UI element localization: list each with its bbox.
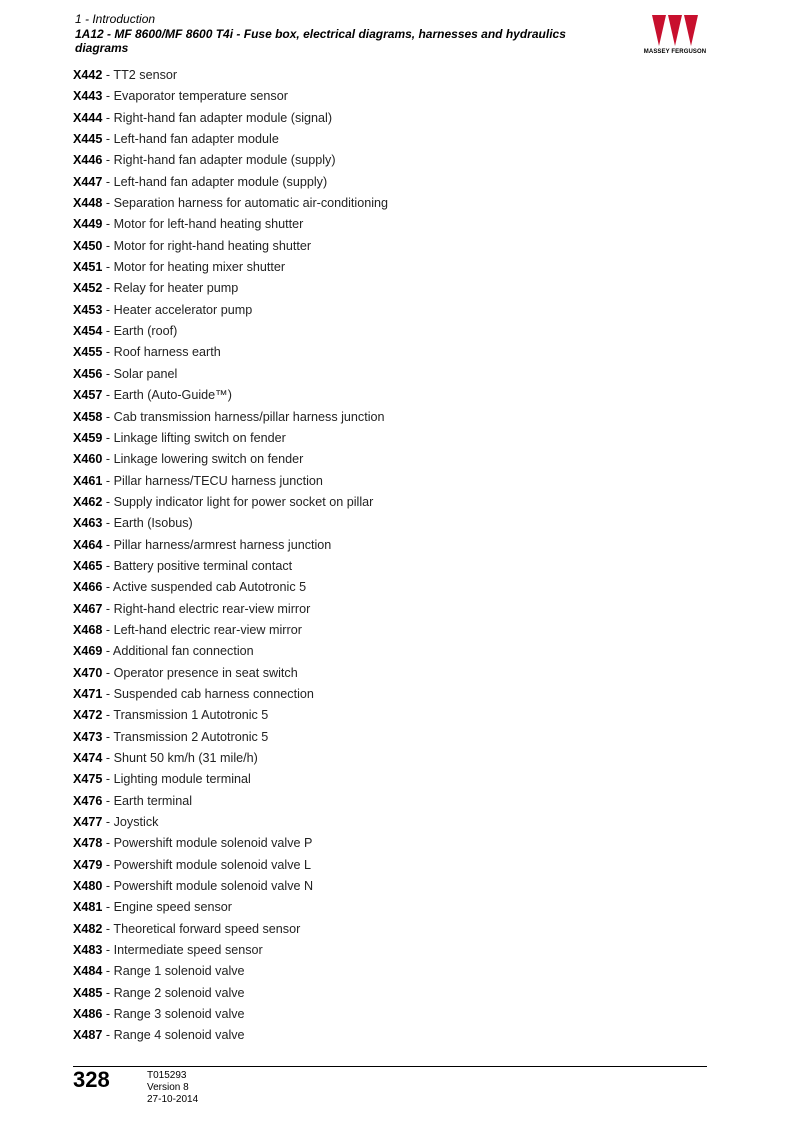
- connector-description: Earth (Isobus): [113, 516, 193, 531]
- separator: -: [102, 281, 114, 296]
- connector-description: Earth (roof): [113, 324, 178, 339]
- connector-code: X464: [73, 537, 103, 552]
- separator: -: [102, 238, 114, 253]
- connector-description: Engine speed sensor: [113, 900, 232, 915]
- separator: -: [102, 409, 114, 424]
- list-item: [73, 684, 388, 705]
- connector-code: X461: [73, 473, 103, 488]
- connector-description: Range 3 solenoid valve: [113, 1007, 245, 1022]
- list-item: [73, 897, 388, 918]
- connector-code: X450: [73, 238, 103, 253]
- separator: -: [102, 601, 114, 616]
- list-item: [73, 300, 388, 321]
- connector-description: Operator presence in seat switch: [113, 665, 298, 680]
- connector-code: X443: [73, 89, 103, 104]
- separator: -: [102, 324, 114, 339]
- list-item: [73, 705, 388, 726]
- separator: -: [102, 857, 114, 872]
- list-item: [73, 364, 388, 385]
- separator: -: [102, 516, 114, 531]
- connector-description: Earth (Auto-Guide™): [113, 388, 232, 403]
- triple-triangle-logo-icon: [651, 14, 699, 47]
- connector-code: X487: [73, 1028, 103, 1043]
- connector-code: X473: [73, 729, 103, 744]
- connector-code: X460: [73, 452, 103, 467]
- list-item: [73, 940, 388, 961]
- separator: -: [102, 836, 114, 851]
- connector-description: Motor for left-hand heating shutter: [113, 217, 304, 232]
- list-item: [73, 748, 388, 769]
- connector-description: Solar panel: [113, 366, 178, 381]
- list-item: [73, 342, 388, 363]
- connector-description: Left-hand fan adapter module: [113, 132, 279, 147]
- connector-code: X445: [73, 132, 103, 147]
- list-item: [73, 641, 388, 662]
- logo-wordmark: MASSEY FERGUSON: [643, 49, 707, 55]
- separator: -: [102, 729, 114, 744]
- separator: -: [102, 196, 114, 211]
- list-item: [73, 855, 388, 876]
- connector-description: Battery positive terminal contact: [113, 558, 293, 573]
- separator: -: [102, 751, 114, 765]
- separator: -: [102, 452, 114, 467]
- connector-description: Right-hand electric rear-view mirror: [113, 601, 311, 616]
- connector-code: X481: [73, 900, 103, 915]
- list-item: [73, 961, 388, 982]
- connector-description: Pillar harness/TECU harness junction: [113, 473, 323, 488]
- separator: -: [102, 921, 114, 936]
- connector-description: Separation harness for automatic air-conditioning: [113, 196, 389, 211]
- connector-code: X447: [73, 174, 103, 189]
- connector-description: Roof harness earth: [113, 345, 221, 360]
- connector-code: X451: [73, 260, 103, 275]
- list-item: [73, 620, 388, 641]
- separator: -: [102, 793, 114, 808]
- connector-description: Cab transmission harness/pillar harness junction: [113, 409, 385, 424]
- separator: -: [102, 260, 114, 275]
- document-date: 27-10-2014: [147, 1094, 199, 1105]
- connector-code: X469: [73, 644, 103, 659]
- connector-description: Linkage lifting switch on fender: [113, 430, 286, 445]
- connector-description: Supply indicator light for power socket on pillar: [113, 494, 374, 509]
- connector-description: Earth terminal: [113, 793, 193, 808]
- separator: -: [102, 217, 114, 232]
- connector-description: Powershift module solenoid valve N: [113, 879, 314, 894]
- connector-code: X479: [73, 857, 103, 872]
- connector-description: Pillar harness/armrest harness junction: [113, 537, 332, 552]
- connector-code: X456: [73, 366, 103, 381]
- connector-description: Active suspended cab Autotronic 5: [112, 580, 307, 595]
- separator: -: [102, 943, 114, 958]
- connector-description: Left-hand electric rear-view mirror: [113, 622, 302, 637]
- list-item: [73, 129, 388, 150]
- connector-description: Right-hand fan adapter module (signal): [113, 110, 333, 125]
- separator: -: [102, 68, 114, 82]
- separator: -: [102, 772, 114, 787]
- separator: -: [102, 580, 113, 595]
- document-info: [147, 1070, 198, 1106]
- connector-description: Evaporator temperature sensor: [113, 89, 288, 104]
- connector-code: X449: [73, 217, 103, 232]
- list-item: [73, 983, 388, 1004]
- connector-code: X475: [73, 772, 103, 787]
- connector-code: X480: [73, 879, 103, 894]
- connector-description: Linkage lowering switch on fender: [113, 452, 304, 467]
- connector-code: X454: [73, 324, 103, 339]
- connector-code: X457: [73, 388, 103, 403]
- separator: -: [102, 537, 114, 552]
- separator: -: [102, 879, 114, 894]
- list-item: [73, 86, 388, 107]
- list-item: [73, 1025, 388, 1046]
- list-item: [73, 727, 388, 748]
- page-header: [75, 12, 635, 55]
- separator: -: [102, 964, 114, 979]
- separator: -: [102, 153, 114, 168]
- list-item: [73, 663, 388, 684]
- connector-description: Transmission 1 Autotronic 5: [113, 708, 269, 723]
- connector-code: X482: [73, 921, 103, 936]
- list-item: [73, 471, 388, 492]
- separator: -: [102, 494, 114, 509]
- connector-code: X453: [73, 302, 103, 317]
- page-number: 328: [73, 1067, 110, 1092]
- list-item: [73, 535, 388, 556]
- connector-description: Range 4 solenoid valve: [113, 1028, 245, 1043]
- connector-description: Heater accelerator pump: [113, 302, 253, 317]
- connector-description: Shunt 50 km/h (31 mile/h): [113, 751, 258, 765]
- connector-description: Theoretical forward speed sensor: [113, 921, 301, 936]
- connector-code: X452: [73, 281, 103, 296]
- document-code: T015293: [147, 1070, 187, 1081]
- list-item: [73, 321, 388, 342]
- list-item: [73, 876, 388, 897]
- connector-code: X458: [73, 409, 103, 424]
- list-item: [73, 791, 388, 812]
- list-item: [73, 65, 388, 86]
- separator: -: [102, 132, 114, 147]
- list-item: [73, 492, 388, 513]
- list-item: [73, 812, 388, 833]
- connector-code: X444: [73, 110, 103, 125]
- connector-code: X463: [73, 516, 103, 531]
- list-item: [73, 193, 388, 214]
- list-item: [73, 172, 388, 193]
- document-title-line-1: 1A12 - MF 8600/MF 8600 T4i - Fuse box, electrical diagrams, harnesses and hydraulics: [75, 27, 566, 41]
- connector-code: X442: [73, 68, 103, 82]
- connector-code: X446: [73, 153, 103, 168]
- list-item: [73, 599, 388, 620]
- list-item: [73, 577, 388, 598]
- connector-description: Additional fan connection: [112, 644, 254, 659]
- list-item: [73, 449, 388, 470]
- separator: -: [102, 644, 113, 659]
- connector-description: Lighting module terminal: [113, 772, 251, 787]
- connector-description: Range 1 solenoid valve: [113, 964, 245, 979]
- connector-code: X478: [73, 836, 103, 851]
- connector-description: Motor for heating mixer shutter: [113, 260, 286, 275]
- list-item: [73, 556, 388, 577]
- connector-description: Relay for heater pump: [113, 281, 239, 296]
- list-item: [73, 769, 388, 790]
- connector-code: X476: [73, 793, 103, 808]
- separator: -: [102, 686, 114, 701]
- connector-code: X466: [73, 580, 103, 595]
- connector-description: TT2 sensor: [113, 68, 178, 82]
- connector-code: X472: [73, 708, 103, 723]
- connector-code: X485: [73, 985, 103, 1000]
- connector-description: Intermediate speed sensor: [113, 943, 263, 958]
- list-item: [73, 919, 388, 940]
- list-item: [73, 214, 388, 235]
- connector-code: X459: [73, 430, 103, 445]
- separator: -: [102, 900, 114, 915]
- connector-code: X455: [73, 345, 103, 360]
- connector-code: X477: [73, 815, 103, 830]
- connector-code: X483: [73, 943, 103, 958]
- list-item: [73, 278, 388, 299]
- connector-code: X468: [73, 622, 103, 637]
- separator: -: [102, 388, 114, 403]
- section-title: 1 - Introduction: [75, 12, 156, 26]
- connector-code: X465: [73, 558, 103, 573]
- list-item: [73, 257, 388, 278]
- connector-code: X462: [73, 494, 103, 509]
- document-title-line-2: diagrams: [75, 41, 129, 55]
- footer-divider: [73, 1066, 707, 1067]
- separator: -: [102, 302, 114, 317]
- list-item: [73, 385, 388, 406]
- list-item: [73, 513, 388, 534]
- connector-description: Joystick: [113, 815, 159, 830]
- connector-code: X448: [73, 196, 103, 211]
- connector-description: Powershift module solenoid valve L: [113, 857, 312, 872]
- connector-code: X474: [73, 751, 103, 765]
- list-item: [73, 407, 388, 428]
- connector-description: Left-hand fan adapter module (supply): [113, 174, 328, 189]
- connector-description: Range 2 solenoid valve: [113, 985, 245, 1000]
- separator: -: [102, 110, 114, 125]
- list-item: [73, 108, 388, 129]
- connector-code: X467: [73, 601, 103, 616]
- separator: -: [102, 1007, 114, 1022]
- separator: -: [102, 89, 114, 104]
- connector-description: Suspended cab harness connection: [113, 686, 314, 701]
- connector-code: X470: [73, 665, 103, 680]
- list-item: [73, 236, 388, 257]
- separator: -: [102, 366, 114, 381]
- massey-ferguson-logo: [634, 14, 716, 58]
- document-version: Version 8: [147, 1082, 189, 1093]
- connector-code: X486: [73, 1007, 103, 1022]
- separator: -: [102, 665, 114, 680]
- separator: -: [102, 345, 114, 360]
- separator: -: [102, 622, 114, 637]
- separator: -: [102, 815, 114, 830]
- separator: -: [102, 708, 114, 723]
- list-item: [73, 833, 388, 854]
- separator: -: [102, 985, 114, 1000]
- list-item: [73, 1004, 388, 1025]
- connector-description: Powershift module solenoid valve P: [113, 836, 313, 851]
- separator: -: [102, 473, 114, 488]
- connector-description: Transmission 2 Autotronic 5: [113, 729, 269, 744]
- connector-description: Right-hand fan adapter module (supply): [113, 153, 336, 168]
- list-item: [73, 428, 388, 449]
- separator: -: [102, 174, 114, 189]
- separator: -: [102, 1028, 114, 1043]
- list-item: [73, 150, 388, 171]
- separator: -: [102, 430, 114, 445]
- separator: -: [102, 558, 114, 573]
- connector-list: [73, 65, 388, 1047]
- connector-code: X484: [73, 964, 103, 979]
- connector-code: X471: [73, 686, 103, 701]
- connector-description: Motor for right-hand heating shutter: [113, 238, 312, 253]
